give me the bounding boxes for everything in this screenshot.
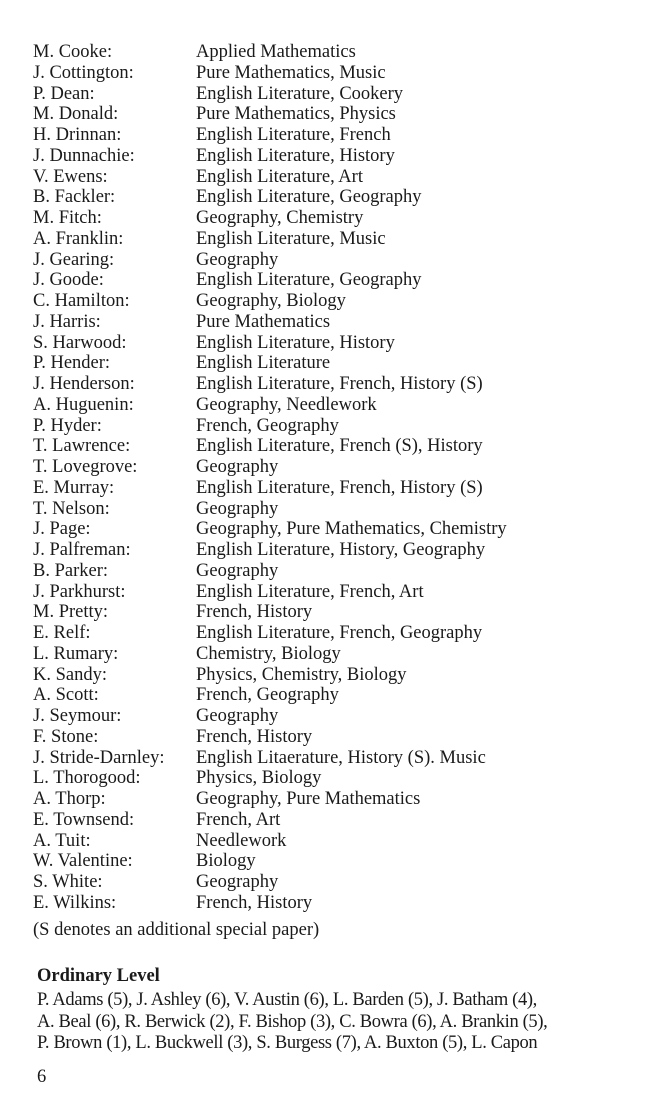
list-item (33, 312, 633, 333)
list-item (33, 810, 633, 831)
list-item (33, 831, 633, 852)
student-name: L. Rumary: (33, 643, 119, 664)
student-subjects: English Literature, French, History (S) (196, 374, 483, 394)
list-item (33, 436, 633, 457)
ordinary-level-line: P. Adams (5), J. Ashley (6), V. Austin (6), L. Barden (5), J. Batham (4), (37, 990, 537, 1010)
student-subjects: English Literature (196, 353, 331, 374)
student-subjects: Pure Mathematics, Physics (196, 104, 396, 125)
student-subjects: English Literature, French (196, 125, 391, 145)
student-name: V. Ewens: (33, 166, 108, 187)
student-name: E. Relf: (33, 623, 91, 643)
student-subjects: French, Geography (196, 415, 339, 436)
student-name: M. Fitch: (33, 208, 102, 228)
student-name: T. Lawrence: (33, 436, 131, 457)
page-number: 6 (37, 1067, 47, 1087)
special-paper-footnote: (S denotes an additional special paper) (33, 920, 320, 940)
student-name: S. White: (33, 872, 103, 892)
list-item (33, 42, 633, 63)
list-item (33, 727, 633, 748)
student-name: S. Harwood: (33, 332, 127, 353)
student-subjects: English Literature, Geography (196, 187, 422, 208)
student-subjects: English Literature, French, History (S) (196, 477, 483, 498)
ordinary-level-paragraph (37, 990, 642, 1055)
student-subjects: English Literature, History (196, 145, 395, 166)
list-item (33, 353, 633, 374)
list-item (33, 561, 633, 582)
student-subjects: Geography, Biology (196, 291, 346, 311)
student-subjects: Geography (196, 560, 279, 581)
list-item (33, 457, 633, 478)
student-name: J. Dunnachie: (33, 145, 135, 166)
list-item (33, 602, 633, 623)
list-item (33, 395, 633, 416)
list-item (33, 478, 633, 499)
student-name: J. Palfreman: (33, 540, 131, 560)
list-item (33, 872, 633, 893)
student-name: E. Murray: (33, 477, 115, 498)
student-subjects: French, History (196, 892, 313, 913)
list-item (33, 644, 633, 665)
student-name: J. Cottington: (33, 62, 134, 83)
student-subjects: Chemistry, Biology (196, 643, 341, 664)
list-item (33, 851, 633, 872)
student-name: J. Henderson: (33, 374, 135, 394)
list-item (33, 333, 633, 354)
list-item (33, 374, 633, 395)
student-subjects: Geography (196, 457, 279, 477)
student-subjects: Geography (196, 249, 279, 270)
list-item (33, 893, 633, 914)
student-name: A. Tuit: (33, 830, 91, 851)
student-name: M. Cooke: (33, 42, 113, 62)
student-subjects: Pure Mathematics (196, 311, 331, 332)
student-subjects: French, Art (196, 809, 281, 830)
student-name: A. Franklin: (33, 228, 124, 249)
student-name: E. Wilkins: (33, 892, 117, 913)
student-subjects: Pure Mathematics, Music (196, 62, 386, 83)
student-name: M. Pretty: (33, 602, 109, 623)
student-subjects: English Literature, French (S), History (196, 436, 483, 457)
student-name: B. Parker: (33, 560, 109, 581)
student-subjects: English Literature, Cookery (196, 83, 404, 104)
student-subjects: Geography, Needlework (196, 394, 377, 415)
ordinary-level-line: P. Brown (1), L. Buckwell (3), S. Burgess (7), A. Buxton (5), L. Capon (37, 1033, 538, 1053)
list-item (33, 84, 633, 105)
student-name: J. Goode: (33, 270, 104, 291)
list-item (33, 416, 633, 437)
student-subjects: French, History (196, 726, 313, 747)
student-name: J. Stride-Darnley: (33, 747, 165, 768)
ordinary-level-heading: Ordinary Level (37, 966, 160, 986)
list-item (33, 250, 633, 271)
list-item (33, 768, 633, 789)
student-name: P. Hyder: (33, 415, 102, 436)
list-item (33, 291, 633, 312)
list-item (33, 706, 633, 727)
student-subjects: English Literature, Music (196, 228, 386, 249)
student-name: H. Drinnan: (33, 125, 122, 145)
list-item (33, 104, 633, 125)
student-subjects: Geography, Chemistry (196, 208, 364, 228)
student-name: B. Fackler: (33, 187, 116, 208)
advanced-level-results-list (33, 42, 633, 914)
student-subjects: English Literature, History, Geography (196, 540, 486, 560)
student-subjects: Geography (196, 706, 279, 726)
list-item (33, 582, 633, 603)
list-item (33, 499, 633, 520)
student-name: M. Donald: (33, 104, 119, 125)
list-item (33, 789, 633, 810)
student-subjects: English Literature, French, Geography (196, 623, 483, 643)
student-subjects: Geography (196, 872, 279, 892)
student-subjects: Applied Mathematics (196, 42, 356, 62)
list-item (33, 685, 633, 706)
student-subjects: Geography, Pure Mathematics, Chemistry (196, 519, 507, 540)
student-name: A. Thorp: (33, 789, 106, 809)
list-item (33, 146, 633, 167)
student-subjects: Physics, Chemistry, Biology (196, 664, 407, 685)
student-name: P. Hender: (33, 353, 111, 374)
list-item (33, 665, 633, 686)
ordinary-level-line: A. Beal (6), R. Berwick (2), F. Bishop (3), C. Bowra (6), A. Brankin (5), (37, 1011, 548, 1032)
list-item (33, 748, 633, 769)
student-name: J. Page: (33, 519, 91, 540)
student-name: W. Valentine: (33, 851, 133, 872)
student-name: J. Parkhurst: (33, 581, 126, 602)
student-subjects: English Literature, Art (196, 166, 363, 187)
student-name: A. Scott: (33, 685, 99, 706)
list-item (33, 167, 633, 188)
student-name: L. Thorogood: (33, 768, 141, 789)
list-item (33, 63, 633, 84)
student-name: F. Stone: (33, 726, 99, 747)
student-subjects: English Literature, Geography (196, 270, 422, 291)
student-name: J. Seymour: (33, 706, 122, 726)
student-name: J. Gearing: (33, 249, 115, 270)
student-subjects: Biology (196, 851, 256, 872)
list-item (33, 208, 633, 229)
student-subjects: Geography, Pure Mathematics (196, 789, 421, 809)
list-item (33, 270, 633, 291)
student-subjects: French, History (196, 602, 313, 623)
student-name: A. Huguenin: (33, 394, 134, 415)
student-name: C. Hamilton: (33, 291, 130, 311)
student-name: P. Dean: (33, 83, 95, 104)
student-name: J. Harris: (33, 311, 101, 332)
list-item (33, 519, 633, 540)
student-subjects: Physics, Biology (196, 768, 322, 789)
student-subjects: French, Geography (196, 685, 339, 706)
list-item (33, 229, 633, 250)
student-name: E. Townsend: (33, 809, 135, 830)
list-item (33, 623, 633, 644)
student-name: K. Sandy: (33, 664, 107, 685)
student-name: T. Nelson: (33, 498, 110, 519)
student-subjects: English Literature, History (196, 332, 395, 353)
list-item (33, 125, 633, 146)
list-item (33, 187, 633, 208)
list-item (33, 540, 633, 561)
student-subjects: English Literature, French, Art (196, 581, 424, 602)
student-subjects: English Litaerature, History (S). Music (196, 747, 486, 768)
student-name: T. Lovegrove: (33, 457, 138, 477)
student-subjects: Geography (196, 498, 279, 519)
student-subjects: Needlework (196, 830, 287, 851)
